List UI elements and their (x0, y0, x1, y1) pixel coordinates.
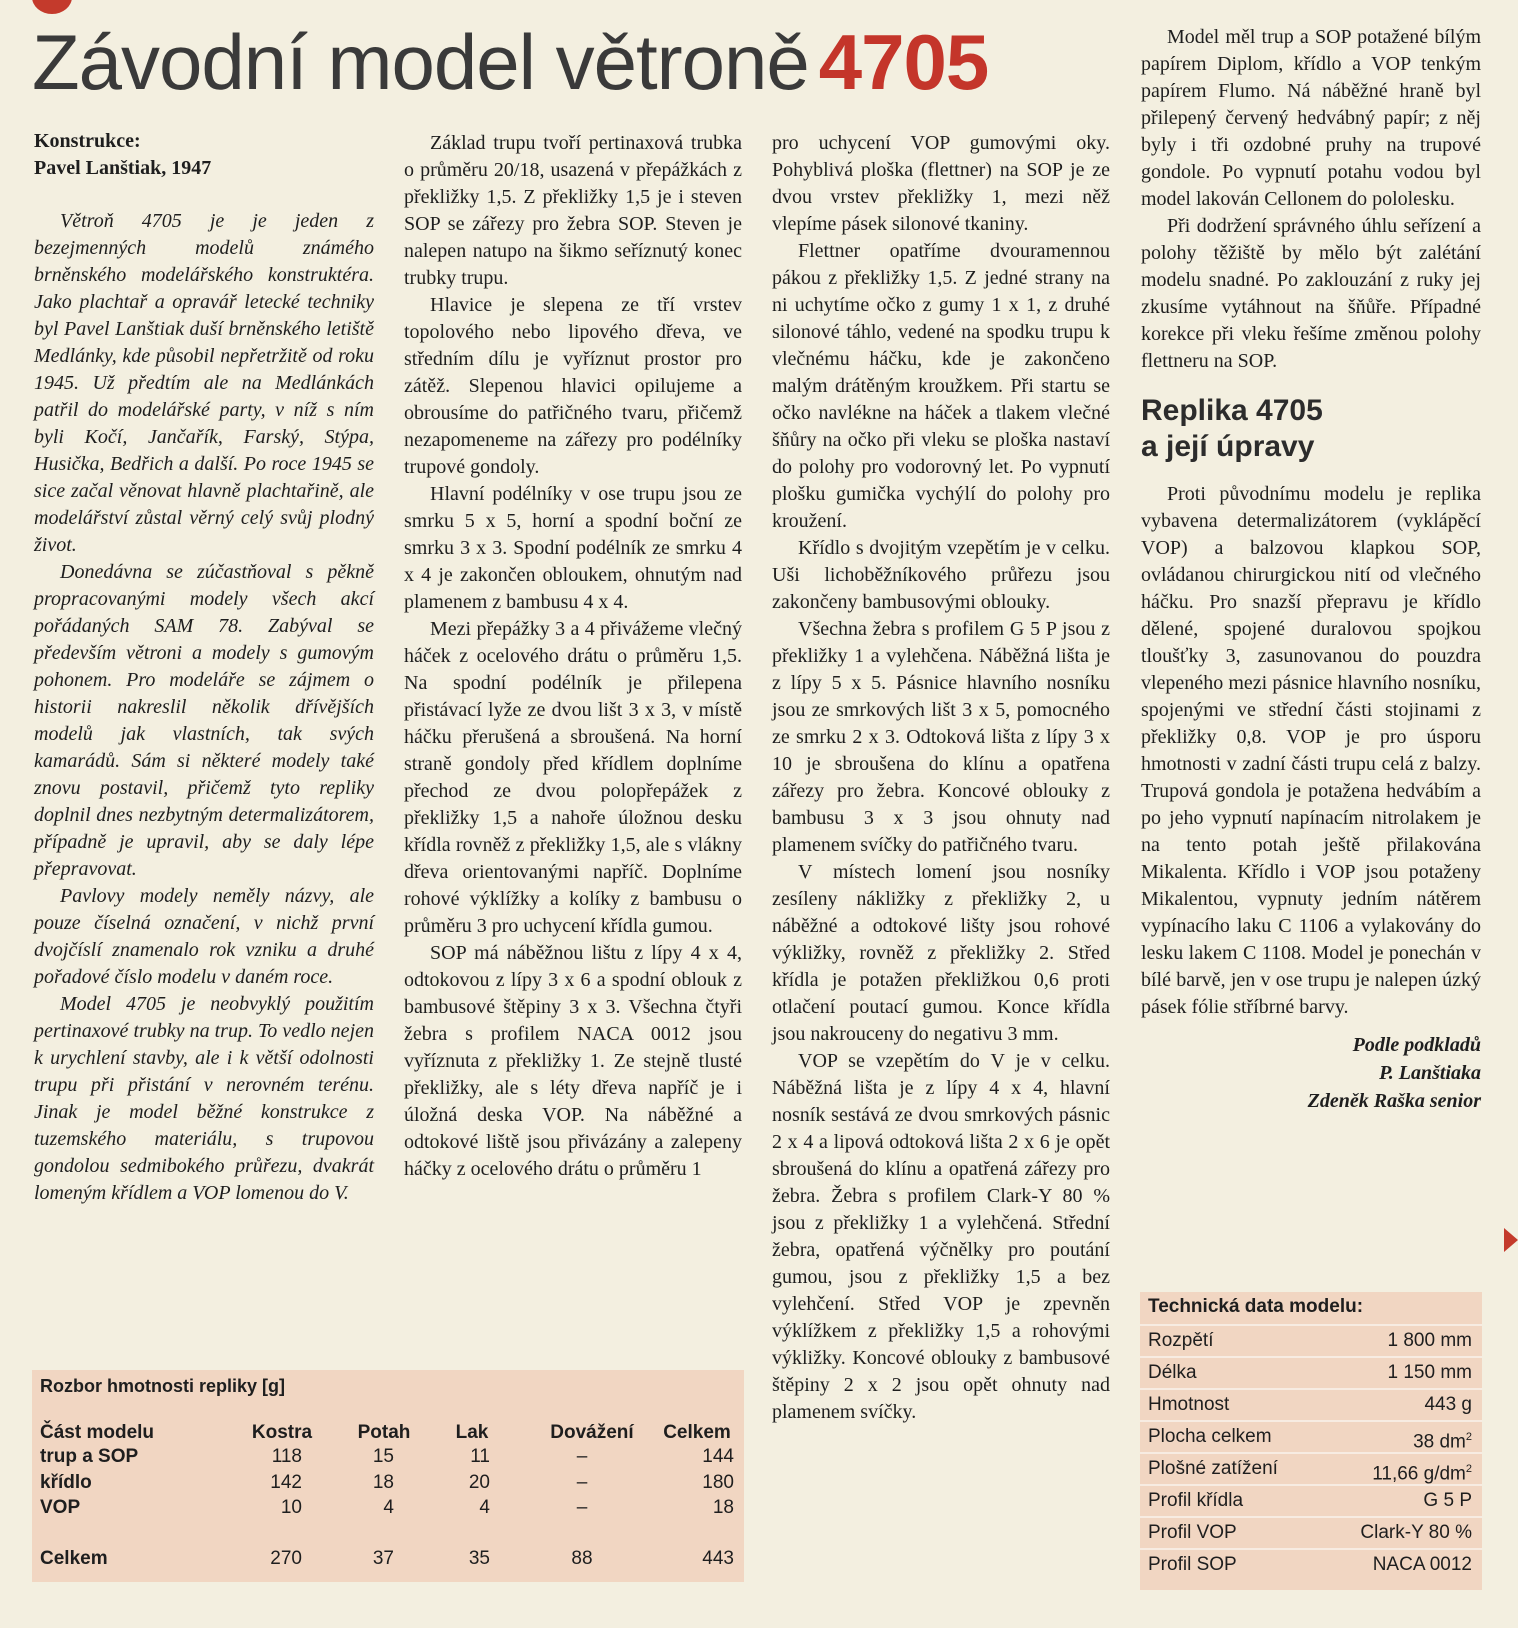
table-cell: 4 (479, 1497, 490, 1518)
body-paragraph: Hlavní podélníky v ose trupu jsou ze smrku 5 x 5, horní a spodní boční ze smrku 3 x 3. Spodní podélník ze smrku 4 x 4 je zakončen obloukem, ohnutým nad plamenem z bambusu 4 x 4. (404, 483, 742, 613)
tech-label: Hmotnost (1148, 1394, 1230, 1415)
tech-label: Profil VOP (1148, 1522, 1237, 1543)
body-paragraph: VOP se vzepětím do V je v celku. Náběžná lišta je z lípy 4 x 4, hlavní nosník sestává ze dvou smrkových pásnic 2 x 4 a lipová odtoková lišta 2 x 6 je opět sbroušená do klínu a opatřená zářezy pro žebra. Žebra s profilem Clark-Y 80 % jsou z překližky 1 a vylehčená. Střední žebra, opatřená výčnělky pro poutání gumou, jsou z překližky 1,5 a bez vylehčení. Střed VOP je zpevněn výklížkem z překližky 1,5 a rohovými výkližky. Koncové oblouky z bambusové štěpiny 2 x 2 jsou opět ohnuty nad plamenem svíčky. (772, 1050, 1110, 1423)
unit-exponent: 2 (1465, 1463, 1472, 1475)
table-cell: 180 (702, 1472, 734, 1493)
table-cell: 4 (383, 1497, 394, 1518)
table-cell: VOP (40, 1497, 81, 1518)
column-intro (34, 128, 374, 1207)
table-cell: 118 (271, 1446, 302, 1467)
table-cell: 270 (270, 1548, 302, 1569)
body-paragraph: Flettner opatříme dvouramennou pákou z překližky 1,5. Z jedné strany na ni uchytíme očko z gumy 1 x 1, z druhé silonové táhlo, vedené na spodku trupu k vlečnému háčku, kde je zakončeno malým drátěným kroužkem. Při startu se očko navlékne na háček a tlakem vlečné šňůry na očko při vleku se ploška nastaví do polohy pro vodorovný let. Po vypnutí plošku gumička vychýlí do polohy pro kroužení. (772, 240, 1110, 532)
tech-value: 443 g (1424, 1394, 1472, 1415)
red-bullet-decoration (32, 0, 72, 14)
tech-row (1140, 1484, 1482, 1516)
table-cell: křídlo (40, 1472, 92, 1493)
table-cell: 88 (571, 1548, 593, 1569)
header-cell: Celkem (663, 1422, 731, 1443)
credits (34, 128, 374, 182)
title-number: 4705 (818, 18, 989, 106)
table-cell: 35 (468, 1548, 490, 1569)
tech-label: Plocha celkem (1148, 1426, 1272, 1447)
table-total-row (32, 1546, 744, 1572)
tech-row (1140, 1420, 1482, 1452)
table-cell: 142 (270, 1472, 302, 1493)
body-paragraph: Všechna žebra s profilem G 5 P jsou z překližky 1 a vylehčena. Náběžná lišta je z lípy 5 x 5. Pásnice hlavního nosníku jsou ze smrkových lišt 3 x 5, pomocného ze smrku 2 x 3. Odtoková lišta z lípy 3 x 10 je sbroušena do klínu a opatřena zářezy pro žebra. Koncové oblouky z bambusu 3 x 3 jsou ohnuty nad plamenem svíčky do patřičného tvaru. (772, 618, 1110, 856)
table-cell: 18 (712, 1497, 734, 1518)
table-cell: 18 (372, 1472, 394, 1493)
replica-heading-line2: a její úpravy (1141, 430, 1315, 463)
tech-value-with-unit (1413, 1424, 1472, 1455)
table-cell: 10 (280, 1497, 302, 1518)
tech-row (1140, 1356, 1482, 1388)
intro-paragraph: Model 4705 je neobvyklý použitím pertinaxové trubky na trup. To vedlo nejen k urychlení stavby, ale i k větší odolnosti trupu při přistání v nerovném terénu. Jinak je model běžné konstrukce z tuzemského materiálu, s trupovou gondolou sedmibokého průřezu, dvakrát lomeným křídlem a VOP lomenou do V. (34, 993, 374, 1204)
credits-label: Konstrukce: (34, 130, 141, 152)
tech-value: 11,66 g/dm (1372, 1463, 1466, 1485)
table-row (32, 1470, 744, 1496)
column-fuselage (404, 130, 742, 1183)
body-paragraph: Hlavice je slepena ze tří vrstev topolového nebo lipového dřeva, ve středním dílu je vyříznut prostor pro zátěž. Slepenou hlavici opilujeme a obrousíme do patřičného tvaru, přičemž nezapomeneme na zářezy pro podélníky trupové gondoly. (404, 294, 742, 478)
tech-value: NACA 0012 (1372, 1554, 1472, 1575)
tech-label: Rozpětí (1148, 1330, 1214, 1351)
tech-label: Profil křídla (1148, 1490, 1244, 1511)
tech-row (1140, 1452, 1482, 1484)
body-paragraph: Základ trupu tvoří pertinaxová trubka o průměru 20/18, usazená v přepážkách z překližky 1,5. Z překližky 1,5 je i steven SOP se zářezy pro žebra SOP. Steven je nalepen natupo na šikmo seříznutý konec trubky trupu. (404, 132, 742, 289)
technical-data-table (1140, 1292, 1482, 1590)
body-paragraph: Křídlo s dvojitým vzepětím je v celku. Uši lichoběžníkového průřezu jsou zakončeny bambusovými oblouky. (772, 537, 1110, 613)
signature-line: Podle podkladů (1352, 1034, 1481, 1056)
table-cell: 11 (470, 1446, 490, 1467)
table-cell: 443 (702, 1548, 734, 1569)
tech-value-with-unit (1372, 1456, 1472, 1487)
tech-row (1140, 1548, 1482, 1580)
body-paragraph: pro uchycení VOP gumovými oky. Pohyblivá ploška (flettner) na SOP je ze dvou vrstev překližky 1, mezi něž vlepíme pásek silonové tkaniny. (772, 132, 1110, 235)
intro-paragraph: Pavlovy modely neměly názvy, ale pouze číselná označení, v nichž první dvojčíslí znamenalo rok vzniku a druhé pořadové číslo modelu v daném roce. (34, 885, 374, 988)
tech-label: Délka (1148, 1362, 1197, 1383)
credits-designer: Pavel Lanštiak, 1947 (34, 157, 212, 179)
tech-label: Plošné zatížení (1148, 1458, 1278, 1479)
column-covering-replica (1141, 24, 1481, 1115)
table-cell: – (576, 1446, 588, 1467)
intro-paragraph: Donedávna se zúčastňoval s pěkně propracovanými modely všech akcí pořádaných SAM 78. Zabýval se především větroni a modely s gumovým pohonem. Pro modeláře se zájmem o historii nakreslil několik dřívějších modelů jak vlastních, tak svých kamarádů. Sám si některé modely také znovu postavil, přičemž tyto repliky doplnil dnes nezbytným determalizátorem, případně je upravil, aby se daly lépe přepravovat. (34, 561, 374, 880)
tech-row (1140, 1388, 1482, 1420)
table-row (32, 1444, 744, 1470)
signature-line: Zdeněk Raška senior (1307, 1090, 1481, 1112)
table-cell: 144 (702, 1446, 734, 1467)
tech-value: 1 150 mm (1387, 1362, 1472, 1383)
header-cell: Lak (455, 1422, 489, 1443)
tech-value: Clark-Y 80 % (1360, 1522, 1472, 1543)
unit-exponent: 2 (1465, 1431, 1472, 1443)
body-paragraph: SOP má náběžnou lištu z lípy 4 x 4, odtokovou z lípy 3 x 6 a spodní oblouk z bambusové štěpiny 3 x 3. Všechna čtyři žebra s profilem NACA 0012 jsou vyříznuta z překližky 1. Ze stejně tlusté překližky, ale s léty dřeva napříč je i úložná deska VOP. Na náběžné a odtokové liště jsou přivázány a zalepeny háčky z ocelového drátu o průměru 1 (404, 942, 742, 1180)
tech-label: Profil SOP (1148, 1554, 1237, 1575)
intro-paragraph: Větroň 4705 je je jeden z bezejmenných modelů známého brněnského modelářského konstruktéra. Jako plachtař a opravář letecké techniky byl Pavel Lanštiak duší brněnského letiště Medlánky, kde působil nepřetržitě od roku 1945. Už předtím ale na Medlánkách patřil do modelářské party, v níž s ním byli Kočí, Jančařík, Farský, Stýpa, Husička, Bedřich a další. Po roce 1945 se sice začal věnovat hlavně plachtařině, ale modelářství zůstal věrný celý svůj plodný život. (34, 210, 374, 556)
tech-row (1140, 1324, 1482, 1356)
header-cell: Část modelu (40, 1422, 155, 1443)
header-cell: Dovážení (550, 1422, 634, 1443)
tech-row (1140, 1516, 1482, 1548)
header-cell: Kostra (251, 1422, 313, 1443)
replica-paragraph: Proti původnímu modelu je replika vybavena determalizátorem (vyklápěcí VOP) a balzovou klapkou SOP, ovládanou chirurgickou nití od vlečného háčku. Pro snazší přepravu je křídlo dělené, spojené duralovou spojkou tloušťky 3, zasunovanou do pouzdra vlepeného mezi pásnice hlavního nosníku, spojenými ve střední části stojinami z překližky 0,8. VOP je pro úsporu hmotnosti v zadní části trupu celá z balzy. Trupová gondola je potažena hedvábím a po jeho vypnutí napínacím nitrolakem je na tento potah ještě přilakována Mikalenta. Křídlo i VOP jsou potaženy Mikalentou, vypnuty jedním nátěrem vypínacího laku C 1106 a vylakovány do lesku lakem C 1108. Model je ponechán v bílé barvě, jen v ose trupu je nalepen úzký pásek fólie stříbrné barvy. (1141, 483, 1481, 1018)
table-cell: 37 (372, 1548, 394, 1569)
body-paragraph: V místech lomení jsou nosníky zesíleny nákližky z překližky 2, u náběžné a odtokové lišty jsou rohové výkližky, rovněž z překližky 2. Střed křídla je potažen překližkou 0,6 proti otlačení poutací gumou. Konce křídla jsou nakrouceny do negativu 3 mm. (772, 861, 1110, 1045)
author-signature (1141, 1031, 1481, 1115)
body-paragraph: Model měl trup a SOP potažené bílým papírem Diplom, křídlo a VOP tenkým papírem Flumo. Ná náběžné hraně byl přilepený červený hedvábný papír; z něj byly i tři ozdobné pruhy na trupové gondole. Po vypnutí potahu vodou byl model lakován Cellonem do pololesku. (1141, 26, 1481, 210)
mass-breakdown-table (32, 1370, 744, 1582)
signature-line: P. Lanštiaka (1379, 1062, 1481, 1084)
table-cell: – (576, 1472, 588, 1493)
mass-table-header-row (32, 1420, 744, 1446)
table-cell: 15 (372, 1446, 394, 1467)
tech-data-title: Technická data modelu: (1148, 1296, 1364, 1317)
mass-table-title: Rozbor hmotnosti repliky [g] (40, 1376, 285, 1396)
table-cell: Celkem (40, 1548, 108, 1569)
replica-heading-line1: Replika 4705 (1141, 394, 1323, 427)
table-cell: trup a SOP (40, 1446, 139, 1467)
tech-value: 38 dm (1413, 1431, 1466, 1453)
next-page-arrow-icon (1504, 1228, 1518, 1252)
table-row (32, 1495, 744, 1521)
body-paragraph: Při dodržení správného úhlu seřízení a polohy těžiště by mělo být zalétání modelu snadné. Po zaklouzání z ruky jej zkusíme vytáhnout na šňůře. Případné korekce při vleku řešíme změnou polohy flettneru na SOP. (1141, 215, 1481, 372)
column-wing (772, 130, 1110, 1426)
article-title (32, 14, 988, 110)
replica-heading (1141, 393, 1481, 465)
tech-value: G 5 P (1423, 1490, 1472, 1511)
title-text: Závodní model větroně (32, 18, 809, 106)
tech-value: 1 800 mm (1387, 1330, 1472, 1351)
table-cell: 20 (468, 1472, 490, 1493)
body-paragraph: Mezi přepážky 3 a 4 přivážeme vlečný háček z ocelového drátu o průměru 1,5. Na spodní podélník je přilepena přistávací lyže ze dvou lišt 3 x 3, v místě háčku přerušená a sbroušená. Na horní straně gondoly před křídlem doplníme přechod ze dvou polopřepážek z překližky 1,5 a nahoře úložnou desku křídla rovněž z překližky 1,5, ale s vlákny dřeva orientovanými napříč. Doplníme rohové výklížky a kolíky z bambusu o průměru 3 pro uchycení křídla gumou. (404, 618, 742, 937)
header-cell: Potah (357, 1422, 411, 1443)
table-cell: – (576, 1497, 588, 1518)
